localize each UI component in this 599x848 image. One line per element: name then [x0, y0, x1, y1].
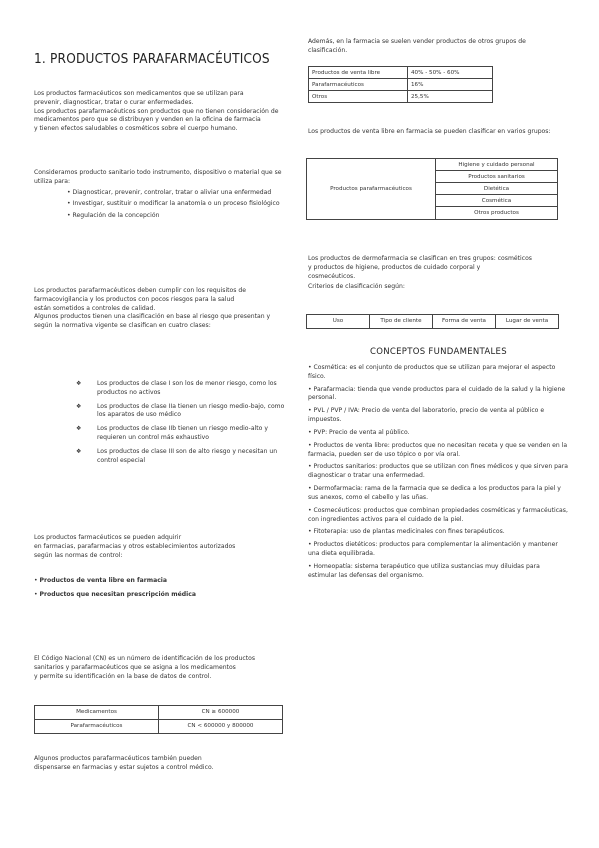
list-item: • Dermofarmacia: rama de la farmacia que se dedica a los productos para la piel y sus anexos, como el cabello y las uñas.	[308, 485, 561, 501]
list-item: • Productos que necesitan prescripción médica	[34, 590, 196, 598]
mid-paragraph: Los productos parafarmacéuticos deben cumplir con los requisitos de farmacovigilancia y los productos con pocos riesgos para la salud están sometidos a controles de calidad. Algunos productos tienen una clasificación en base al riesgo que presentan y según la normativa vigente se clasifican en cuatro clases:	[34, 287, 271, 330]
diamond-bullet-icon: ❖	[76, 447, 82, 455]
closing-paragraph: Algunos productos parafarmacéuticos también pueden dispensarse en farmacias y estar sujetos a control médico.	[34, 755, 214, 771]
list-item: • Cosmecéuticos: productos que combinan propiedades cosméticas y farmacéuticas, con ingredientes activos para el cuidado de la piel.	[308, 506, 568, 523]
list-item: • PVL / PVP / IVA: Precio de venta del laboratorio, precio de venta al público e impuestos.	[308, 407, 545, 424]
criteria-label: Criterios de clasificación según:	[308, 283, 405, 291]
definition-list	[34, 187, 288, 221]
sale-bullets	[34, 577, 196, 601]
list-item: ❖ Los productos de clase I son los de menor riesgo, como los productos no activos	[76, 380, 277, 396]
table-row: Parafarmacéuticos 16%	[309, 79, 493, 91]
table-row: Dietética	[307, 183, 558, 195]
section-heading: CONCEPTOS FUNDAMENTALES	[370, 347, 507, 357]
diamond-bullet-icon: ❖	[76, 380, 82, 387]
list-item: • Parafarmacia: tienda que vende productos para el cuidado de la salud y la higiene personal.	[308, 385, 566, 402]
diamond-bullet-icon: ❖	[76, 425, 82, 433]
list-item: ❖ Los productos de clase IIb tienen un riesgo medio-alto y requieren un control más exhaustivo	[76, 425, 268, 442]
list-item: • PVP: Precio de venta al público.	[308, 428, 410, 436]
groups-lead: Los productos de venta libre en farmacia se pueden clasificar en varios grupos:	[308, 128, 551, 135]
cn-paragraph: El Código Nacional (CN) es un número de identificación de los productos sanitarios y parafarmacéuticos que se asigna a los medicamentos y permite su identificación en la base de datos de control.	[34, 655, 256, 680]
concepts-list	[308, 364, 570, 585]
criteria-paragraph: Los productos de dermofarmacia se clasifican en tres grupos: cosméticos y productos de higiene, productos de cuidado corporal y cosmecéuticos. Criterios de clasificación según:	[308, 255, 532, 291]
table-row: Cosmética	[307, 195, 558, 207]
list-item: • Productos de venta libre: productos que no necesitan receta y que se venden en la farmacia, pueden ser de uso tópico o por vía oral.	[308, 441, 568, 458]
list-item: • Fitoterapia: uso de plantas medicinales con fines terapéuticos.	[308, 528, 505, 536]
risk-classes-list	[34, 380, 288, 471]
list-item: • Diagnosticar, prevenir, controlar, tratar o aliviar una enfermedad	[67, 188, 272, 196]
table-row: Parafarmacéuticos CN < 600000 y 800000	[35, 720, 283, 734]
list-item: • Regulación de la concepción	[67, 212, 160, 220]
percentage-table	[308, 66, 493, 103]
page-title: 1. PRODUCTOS PARAFARMACÉUTICOS	[34, 51, 270, 67]
list-item: • Productos dietéticos: productos para complementar la alimentación y mantener una dieta equilibrada.	[308, 541, 558, 558]
table-row: Otros productos	[307, 207, 558, 219]
table-row: Productos parafarmacéuticos Higiene y cuidado personal	[307, 159, 558, 171]
cn-table	[34, 705, 283, 734]
table-row: Uso Tipo de cliente Forma de venta Lugar de venta	[307, 315, 559, 329]
table-row: Productos de venta libre 40% - 50% - 60%	[309, 67, 493, 79]
groups-table	[306, 158, 558, 220]
sale-paragraph: Los productos farmacéuticos se pueden adquirir en farmacias, parafarmacias y otros establecimientos autorizados según las normas de control:	[34, 534, 236, 559]
table-row: Otros 25,5%	[309, 91, 493, 103]
list-item: ❖ Los productos de clase IIa tienen un riesgo medio-bajo, como los aparatos de uso médico	[76, 402, 285, 419]
list-item: • Productos sanitarios: productos que se utilizan con fines médicos y que sirven para diagnosticar o tratar una enfermedad.	[308, 463, 569, 480]
list-item: • Investigar, sustituir o modificar la anatomía o un proceso fisiológico	[67, 200, 280, 208]
list-item: • Cosmética: es el conjunto de productos que se utilizan para mejorar el aspecto físico.	[308, 364, 556, 380]
diamond-bullet-icon: ❖	[76, 402, 82, 410]
intro-paragraph: Los productos farmacéuticos son medicamentos que se utilizan para prevenir, diagnosticar, tratar o curar enfermedades. Los productos parafarmacéuticos son productos que no tienen consideración de medicamentos pero que se distribuyen y venden en la oficina de farmacia y tienen efectos saludables o cosméticos sobre el cuerpo humano.	[34, 90, 279, 133]
table-row: Medicamentos CN ≥ 600000	[35, 706, 283, 720]
list-item: ❖ Los productos de clase III son de alto riesgo y necesitan un control especial	[76, 447, 278, 464]
table-row: Productos sanitarios	[307, 171, 558, 183]
list-item: • Homeopatía: sistema terapéutico que utiliza sustancias muy diluidas para estimular las defensas del organismo.	[308, 562, 540, 579]
pct-lead: Además, en la farmacia se suelen vender productos de otros grupos de clasificación.	[308, 38, 526, 54]
definition-block: Consideramos producto sanitario todo instrumento, dispositivo o material que se utiliza para: • Diagnosticar, prevenir, controlar, tratar o aliviar una enfermedad • Investigar, sustituir o modificar la anatomía o un proceso fisiológico • Regulación de la concepción	[34, 169, 288, 221]
list-item: • Productos de venta libre en farmacia	[34, 577, 168, 584]
criteria-table	[306, 314, 559, 329]
